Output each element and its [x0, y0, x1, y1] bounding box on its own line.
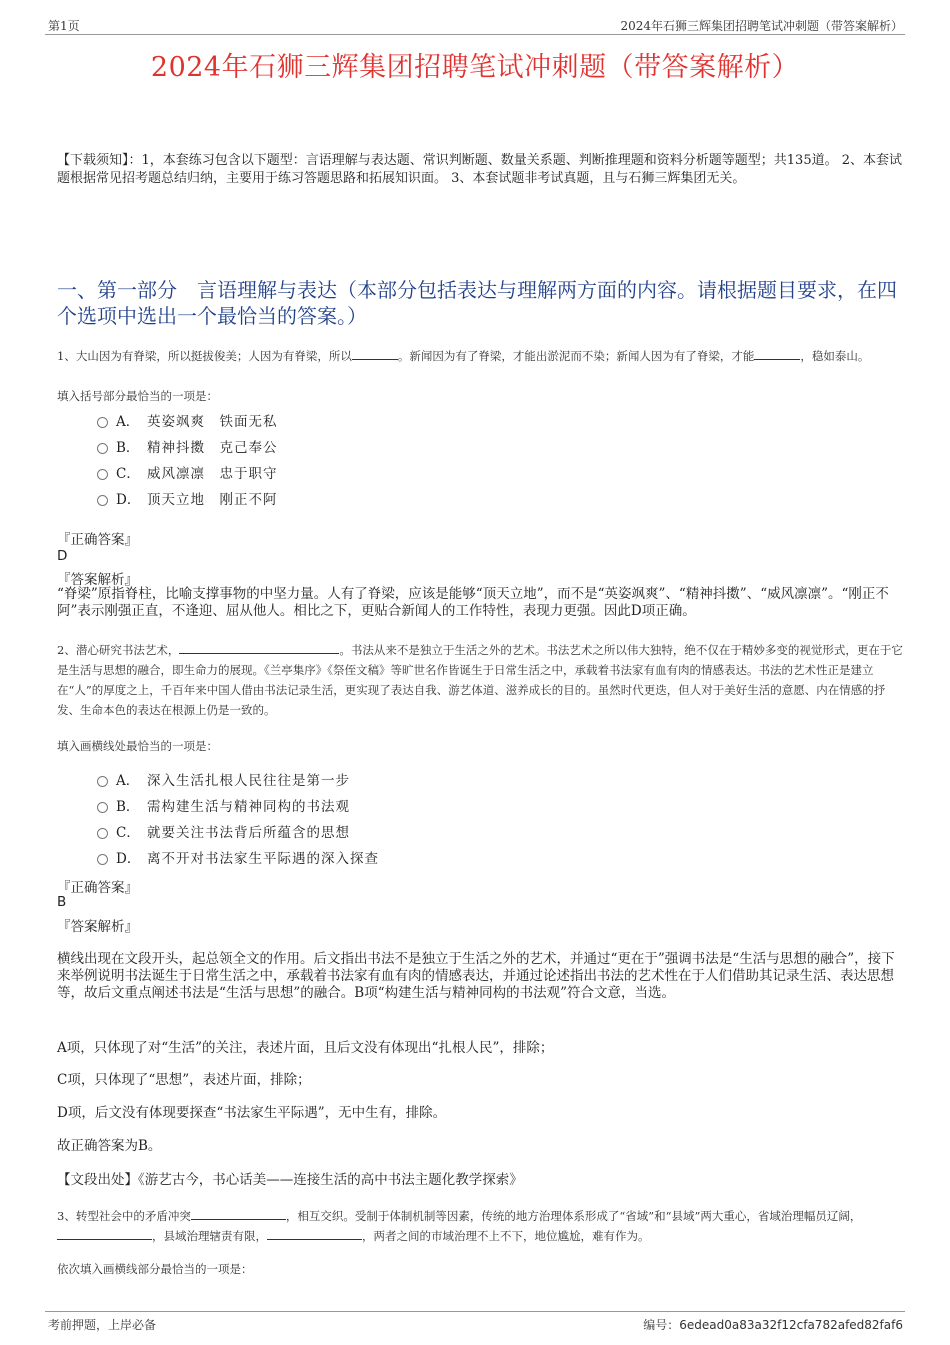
answer-blank	[57, 1227, 152, 1240]
page-title: 2024年石狮三辉集团招聘笔试冲刺题（带答案解析）	[150, 52, 800, 83]
question-2-prompt: 填入画横线处最恰当的一项是：	[57, 739, 218, 753]
question-3-prompt: 依次填入画横线部分最恰当的一项是：	[57, 1262, 253, 1276]
radio-icon[interactable]	[97, 828, 108, 839]
q1-analysis: “脊梁”原指脊柱，比喻支撑事物的中坚力量。人有了脊梁，应该是能够“顶天立地”，而不是“英姿飒爽”、“精神抖擞”、“威风凛凛”。“刚正不阿”表示刚强正直，不逢迎、屈从他人。相比之下，更贴合新闻人的工作特性，表现力更强。因此D项正确。	[57, 586, 889, 619]
q1-option-b[interactable]: B． 精神抖擞 克己奉公	[97, 436, 278, 456]
q1-answer: D	[57, 548, 68, 564]
analysis-label: 『答案解析』	[57, 919, 138, 935]
answer-blank	[267, 1227, 362, 1240]
q2-analysis-d: D项，后文没有体现要探查“书法家生平际遇”，无中生有，排除。	[57, 1105, 447, 1121]
q2-conclusion: 故正确答案为B。	[57, 1138, 162, 1154]
q2-option-b[interactable]: B． 需构建生活与精神同构的书法观	[97, 795, 350, 815]
radio-icon[interactable]	[97, 802, 108, 813]
q2-option-d[interactable]: D． 离不开对书法家生平际遇的深入探查	[97, 847, 379, 867]
download-notice: 【下载须知】：1，本套练习包含以下题型：言语理解与表达题、常识判断题、数量关系题、判断推理题和资料分析题等题型；共135道。 2、本套试题根据常见招考题总结归纳，主要用于练习答题思路和拓展知识面。 3、本套试题非考试真题，且与石狮三辉集团无关。	[57, 153, 902, 186]
radio-icon[interactable]	[97, 417, 108, 428]
question-3-stem: 3、转型社会中的矛盾冲突 ，相互交织。受制于体制机制等因素，传统的地方治理体系形成了“省域”和“县域”两大重心，省域治理幅员辽阔，，县域治理辖责有限， ，两者之间的市域治理不上不下，地位尴尬，难有作为。	[57, 1209, 862, 1243]
q1-option-c[interactable]: C． 威风凛凛 忠于职守	[97, 462, 278, 482]
answer-blank	[754, 347, 800, 360]
q2-analysis-a: A项，只体现了对“生活”的关注，表述片面，且后文没有体现出“扎根人民”，排除；	[57, 1040, 554, 1056]
correct-answer-label: 『正确答案』	[57, 532, 138, 548]
page-number: 第1页	[48, 19, 80, 33]
q1-option-d[interactable]: D． 顶天立地 刚正不阿	[97, 488, 278, 508]
q1-option-a[interactable]: A． 英姿飒爽 铁面无私	[97, 410, 278, 430]
question-1-prompt: 填入括号部分最恰当的一项是：	[57, 389, 218, 403]
answer-blank	[179, 641, 339, 654]
radio-icon[interactable]	[97, 495, 108, 506]
q2-analysis-c: C项，只体现了“思想”，表述片面，排除；	[57, 1072, 311, 1088]
question-2-stem: 2、潜心研究书法艺术， 。书法从来不是独立于生活之外的艺术。书法艺术之所以伟大独特，绝不仅在于精妙多变的视觉形式，更在于它是生活与思想的融合，即生命力的展现。《兰亭集序》《祭侄文稿》等旷世名作皆诞生于日常生活之中，承载着书法家有血有肉的情感表达。书法的艺术性正是建立在“人”的厚度之上，千百年来中国人借由书法记录生活，更实现了表达自我、游艺体道、滋养成长的目的。虽然时代更迭，但人对于美好生活的意愿、内在情感的抒发、生命本色的表达在根源上仍是一致的。	[57, 643, 903, 717]
q2-option-c[interactable]: C． 就要关注书法背后所蕴含的思想	[97, 821, 350, 841]
answer-blank	[352, 347, 398, 360]
analysis-label: 『答案解析』	[57, 572, 138, 588]
radio-icon[interactable]	[97, 854, 108, 865]
section-heading: 一、第一部分 言语理解与表达（本部分包括表达与理解两方面的内容。请根据题目要求，在四个选项中选出一个最恰当的答案。）	[57, 278, 897, 328]
q2-option-a[interactable]: A． 深入生活扎根人民往往是第一步	[97, 769, 350, 789]
question-1-stem: 1、大山因为有脊梁，所以挺拔俊美；人因为有脊梁，所以 。新闻因为有了脊梁，才能出淤泥而不染；新闻人因为有了脊梁，才能 ，稳如泰山。	[57, 349, 870, 363]
radio-icon[interactable]	[97, 776, 108, 787]
q2-analysis-main: 横线出现在文段开头，起总领全文的作用。后文指出书法不是独立于生活之外的艺术，并通过“更在于”强调书法是“生活与思想的融合”，接下来举例说明书法诞生于日常生活之中，承载着书法家有血有肉的情感表达，并通过论述指出书法的艺术性在于人们借助其记录生活、表达思想等，故后文重点阐述书法是“生活与思想”的融合。B项“构建生活与精神同构的书法观”符合文意，当选。	[57, 951, 895, 1001]
q2-source: 【文段出处】《游艺古今，书心话美——连接生活的高中书法主题化教学探索》	[57, 1172, 523, 1188]
radio-icon[interactable]	[97, 469, 108, 480]
header-divider	[45, 34, 905, 35]
footer-divider	[45, 1311, 905, 1312]
document-code: 6edead0a83a32f12cfa782afed82faf6	[679, 1318, 903, 1332]
header-doc-title: 2024年石狮三辉集团招聘笔试冲刺题（带答案解析）	[620, 19, 903, 33]
answer-blank	[191, 1207, 286, 1220]
footer-code: 编号：6edead0a83a32f12cfa782afed82faf6	[643, 1318, 903, 1332]
radio-icon[interactable]	[97, 443, 108, 454]
correct-answer-label: 『正确答案』	[57, 880, 138, 896]
footer-slogan: 考前押题，上岸必备	[48, 1318, 157, 1332]
q2-answer: B	[57, 894, 67, 910]
